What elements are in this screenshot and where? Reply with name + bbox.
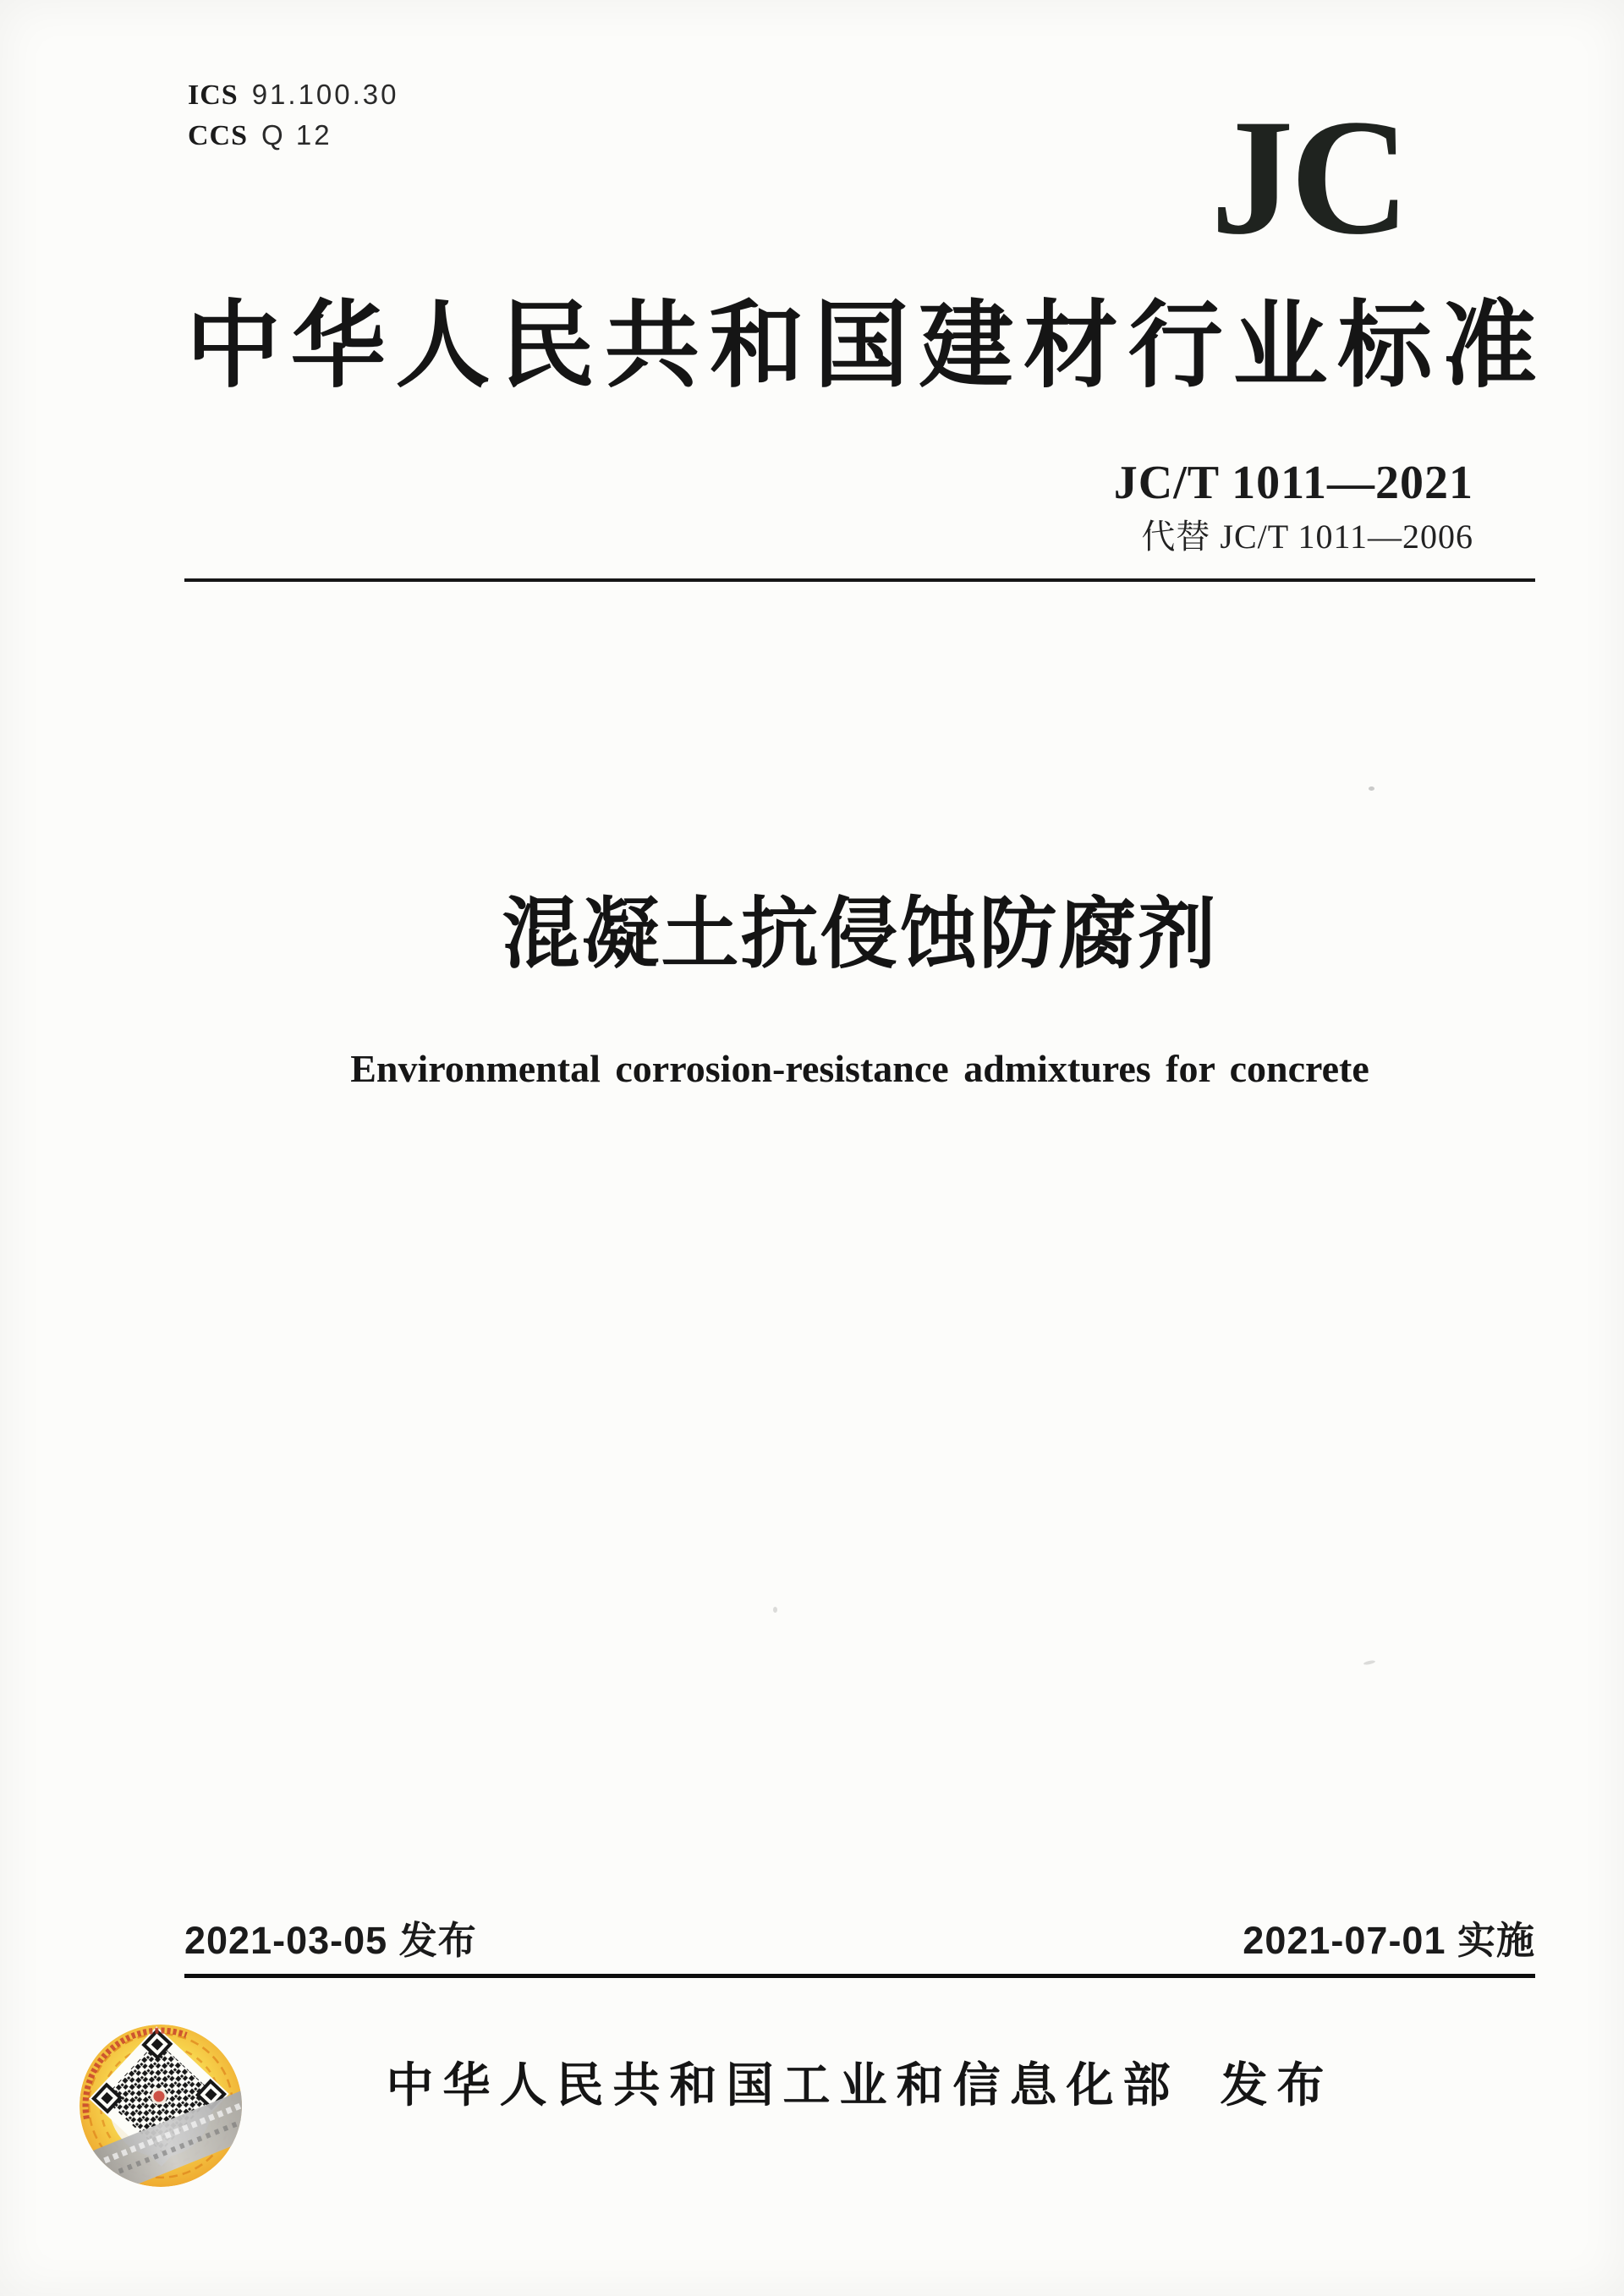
scan-speck — [1369, 786, 1374, 791]
document-title-zh: 混凝土抗侵蚀防腐剂 — [502, 891, 1218, 978]
standard-body-title: 中 华 人 民 共 和 国 建 材 行 业 标 准 — [186, 294, 1537, 399]
jc-standard-logo: JC — [1210, 85, 1407, 269]
ccs-line — [188, 115, 399, 156]
ccs-label: CCS — [188, 120, 249, 151]
replaces-note: 代替 JC/T 1011—2006 — [1141, 518, 1473, 556]
standard-number: JC/T 1011—2021 — [1113, 457, 1473, 509]
anti-counterfeit-sticker — [78, 2023, 244, 2189]
dates-row — [184, 1918, 1535, 1964]
classification-codes — [188, 74, 399, 156]
publisher-action-label: 发布 — [1220, 2060, 1334, 2112]
ccs-code: Q 12 — [261, 119, 332, 151]
scan-speck — [1363, 1660, 1376, 1666]
publisher-name: 中华人民共和国工业和信息化部 — [386, 2060, 1180, 2112]
implementation-date: 2021-07-01 实施 — [1243, 1919, 1535, 1962]
document-title-en: Environmental corrosion-resistance admixtures for concrete — [350, 1047, 1369, 1090]
header-rule — [184, 578, 1535, 582]
anti-counterfeit-qr-sticker — [78, 2023, 244, 2189]
standard-number-block — [1114, 455, 1473, 557]
scan-speck — [773, 1607, 777, 1613]
issue-date: 2021-03-05 发布 — [184, 1919, 477, 1962]
publisher-row — [184, 2058, 1535, 2115]
footer-rule — [184, 1974, 1535, 1978]
ics-line — [188, 74, 399, 115]
ics-code: 91.100.30 — [251, 79, 399, 110]
ics-label: ICS — [188, 79, 239, 111]
